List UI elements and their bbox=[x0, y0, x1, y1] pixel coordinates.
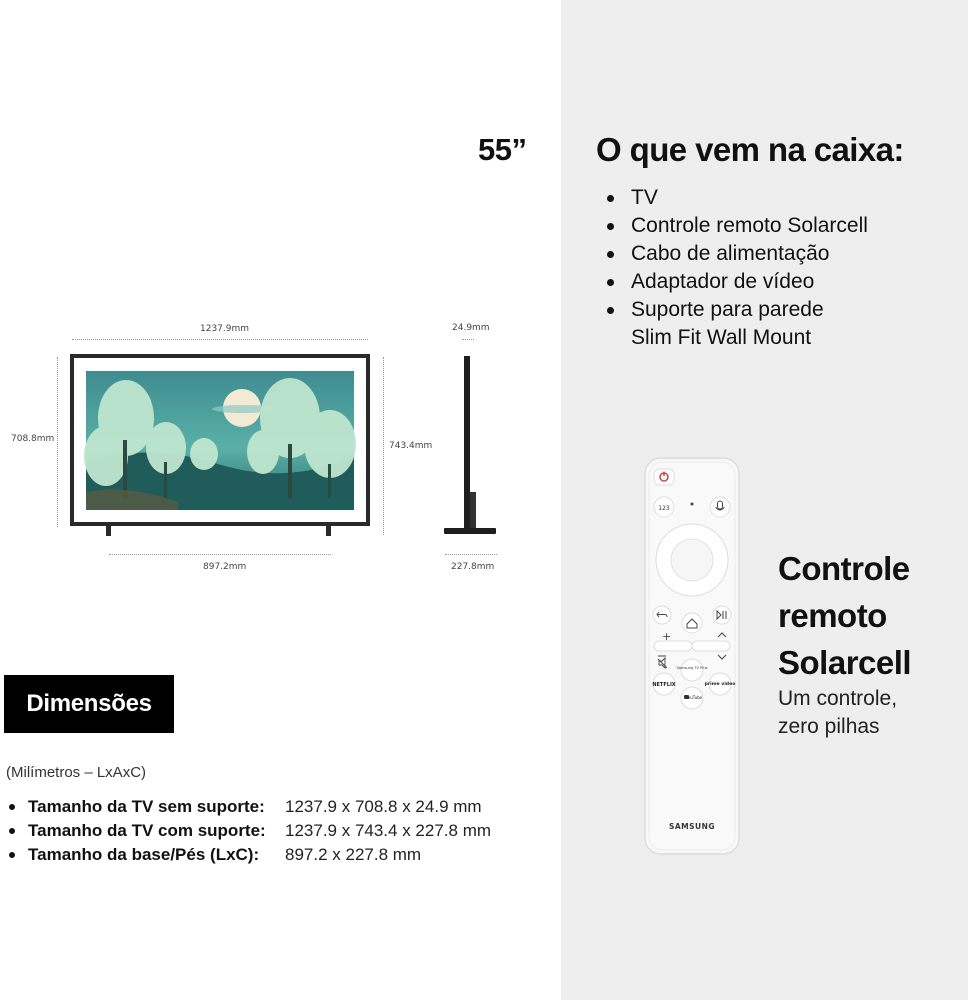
samsung-logo-text: SAMSUNG bbox=[668, 822, 716, 831]
back-icon bbox=[653, 606, 671, 624]
tv-front-illustration bbox=[68, 352, 374, 542]
box-item-power-cable: Cabo de alimentação bbox=[605, 240, 868, 268]
remote-subtitle bbox=[778, 685, 897, 741]
spec-value: 897.2 x 227.8 mm bbox=[285, 845, 422, 864]
prime-label: prime video bbox=[704, 682, 736, 687]
spec-row bbox=[8, 819, 491, 843]
depth-dimension-line bbox=[462, 339, 474, 340]
dimensions-spec-list bbox=[8, 795, 491, 867]
microphone-dot bbox=[691, 503, 694, 506]
netflix-button bbox=[652, 673, 675, 695]
directional-pad bbox=[656, 524, 728, 596]
box-item-video-adapter: Adaptador de vídeo bbox=[605, 268, 868, 296]
tvplus-label: Samsung TV Plus bbox=[676, 666, 708, 670]
play-pause-icon bbox=[713, 606, 731, 624]
svg-text:+: + bbox=[662, 630, 672, 643]
dimensions-badge: Dimensões bbox=[4, 675, 174, 733]
spec-value: 1237.9 x 708.8 x 24.9 mm bbox=[285, 797, 482, 816]
spec-value: 1237.9 x 743.4 x 227.8 mm bbox=[285, 821, 492, 840]
spec-row bbox=[8, 843, 491, 867]
remote-title-line-2: remoto bbox=[778, 597, 887, 634]
remote-title-line-1: Controle bbox=[778, 550, 910, 587]
youtube-button bbox=[681, 687, 703, 709]
remote-subtitle-line-2: zero pilhas bbox=[778, 715, 880, 738]
height-with-stand-label: 743.4mm bbox=[389, 441, 433, 451]
height-label: 708.8mm bbox=[11, 434, 55, 444]
units-note: (Milímetros – LxAxC) bbox=[6, 764, 147, 781]
box-contents-title: O que vem na caixa: bbox=[596, 131, 904, 168]
remote-title bbox=[778, 545, 911, 686]
box-item-tv: TV bbox=[605, 184, 868, 212]
netflix-label: NETFLIX bbox=[652, 682, 676, 688]
width-label: 1237.9mm bbox=[200, 324, 250, 334]
height-dimension-line bbox=[57, 357, 58, 527]
tv-size-label: 55” bbox=[478, 132, 527, 167]
youtube-label: YouTube bbox=[685, 695, 703, 700]
stand-depth-dimension-line bbox=[445, 554, 497, 555]
remote-title-line-3: Solarcell bbox=[778, 644, 912, 681]
stand-depth-label: 227.8mm bbox=[451, 562, 495, 572]
spec-label: Tamanho da TV sem suporte: bbox=[28, 797, 265, 816]
box-contents-list bbox=[605, 184, 868, 352]
spec-row bbox=[8, 795, 491, 819]
depth-label: 24.9mm bbox=[452, 323, 490, 333]
box-item-remote: Controle remoto Solarcell bbox=[605, 212, 868, 240]
box-item-wall-mount-continued: Slim Fit Wall Mount bbox=[631, 326, 812, 349]
spec-label: Tamanho da base/Pés (LxC): bbox=[28, 845, 260, 864]
tv-side-illustration bbox=[440, 352, 500, 542]
home-icon bbox=[682, 613, 702, 633]
stand-width-label: 897.2mm bbox=[203, 562, 247, 572]
microphone-icon bbox=[710, 497, 730, 517]
keypad-icon bbox=[654, 497, 674, 517]
power-icon bbox=[654, 469, 674, 485]
box-item-wall-mount: Suporte para parede bbox=[605, 296, 868, 324]
keypad-label: 123 bbox=[658, 505, 670, 512]
remote-subtitle-line-1: Um controle, bbox=[778, 687, 898, 710]
solarcell-remote-illustration bbox=[640, 455, 744, 857]
spec-label: Tamanho da TV com suporte: bbox=[28, 821, 266, 840]
stand-width-dimension-line bbox=[109, 554, 331, 555]
height-stand-dimension-line bbox=[383, 357, 384, 535]
width-dimension-line bbox=[72, 339, 368, 340]
